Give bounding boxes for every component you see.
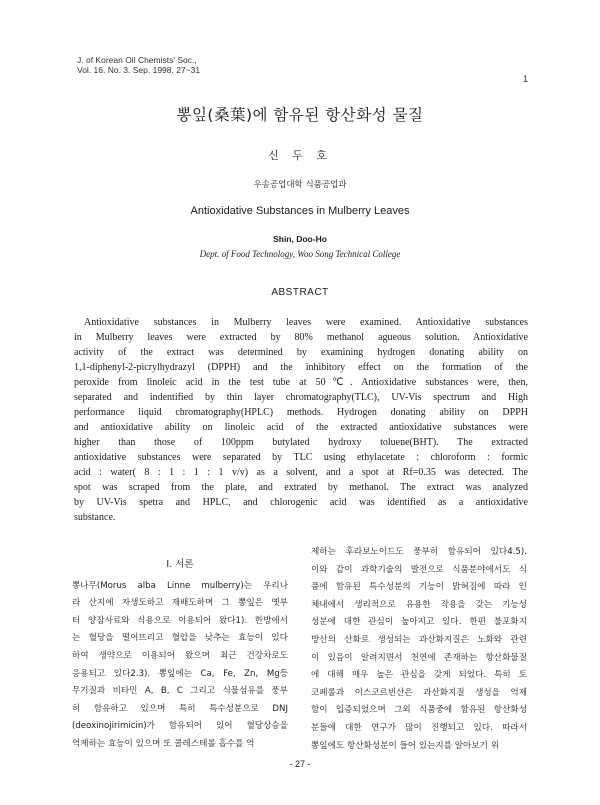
- body-line: 는 혈당을 떨어뜨리고 혈압을 낮추는 효능이 있다: [72, 633, 288, 644]
- abstract-line: performance liquid chromatography(HPLC) methods. Hydrogen donating ability on DPPH: [74, 407, 528, 418]
- abstract-line: separated and indentified by thin layer chromatography(TLC), UV-Vis spectrum and High: [74, 392, 528, 403]
- section-heading-introduction: Ⅰ. 서론: [166, 559, 194, 570]
- body-line: 라 산지에 자생도하고 재배도하며 그 뽕잎은 옛부: [72, 598, 288, 609]
- body-line: 이 있음이 알려지면서 천연에 존재하는 항산화물질: [311, 652, 527, 663]
- abstract-line: by UV-Vis spetra and HPLC, and chlorogenic acid was identified as a antioxidative: [74, 497, 528, 508]
- journal-line-2: Vol. 16. No. 3. Sep. 1998. 27~31: [77, 65, 201, 75]
- page-number-top: 1: [522, 74, 528, 84]
- body-line: 억제하는 효능이 있으며 또 콜레스테롤 흡수를 억: [72, 738, 255, 749]
- english-affiliation: Dept. of Food Technology, Woo Song Technical College: [199, 249, 401, 259]
- body-line: 뽕나무(Morus alba Linne mulberry)는 우리나: [72, 580, 288, 591]
- body-line: 히 함유하고 있으며 특히 특수성분으로 DNJ: [72, 703, 288, 714]
- english-author: Shin, Doo-Ho: [273, 234, 327, 244]
- abstract-line: higher than those of 100ppm butylated hydroxy toluene(BHT). The extracted: [74, 437, 528, 448]
- body-left-column: [72, 544, 288, 754]
- abstract-line: antioxidative substances were separated by TLC using ethylacetate : chloroform : formic: [74, 452, 528, 463]
- body-line: 터 양잠사료와 식용으로 이용되어 왔다1). 한방에서: [72, 615, 288, 626]
- journal-line-1: J. of Korean Oil Chemists' Soc.,: [77, 55, 197, 65]
- abstract-line: peroxide from linoleic acid in the test tube at 50℃. Antioxidative substances were, then,: [74, 377, 528, 388]
- body-line: 이와 같이 과학기술의 발전으로 식품분야에서도 식: [311, 564, 527, 575]
- body-line: 방산의 산화로 생성되는 과산화지질은 노화와 관련: [311, 634, 527, 645]
- abstract-body: [74, 315, 528, 525]
- journal-citation: [77, 55, 200, 75]
- body-line: 체내에서 생리적으로 유용한 작용을 갖는 기능성: [311, 599, 527, 610]
- abstract-line: spot was scraped from the plate, and extrated by methanol. The extract was analyzed: [74, 482, 528, 493]
- body-line: 함이 입증되었으며 그외 식품중에 함유된 항산화성: [311, 705, 527, 716]
- body-line: (deoxinojirimicin)가 함유되어 있어 혈당상승을: [72, 721, 288, 732]
- abstract-line: in Mulberry leaves were extracted by 80% methanol agueous solution. Antioxidative: [74, 332, 528, 343]
- korean-affiliation: 우송공업대학 식품공업과: [253, 180, 347, 190]
- korean-author: 신 두 호: [268, 149, 332, 162]
- abstract-line: substance.: [74, 512, 116, 523]
- body-line: 뽕잎에도 항산화성분이 들어 있는지를 알아보기 위: [311, 740, 499, 751]
- abstract-heading: ABSTRACT: [271, 287, 329, 298]
- abstract-line: and antioxidative ability on linoleic acid of the extracted antioxidative substances were: [74, 422, 528, 433]
- korean-title: 뽕잎(桑葉)에 함유된 항산화성 물질: [176, 106, 424, 124]
- body-line: 에 대해 매우 높은 관심을 갖게 되었다. 특히 토: [311, 670, 527, 681]
- body-line: 무기질과 비타민 A, B, C 그리고 식물섬유를 풍부: [72, 686, 288, 697]
- abstract-line: activity of the extract was determined by examining hydrogen donating ability on: [74, 347, 528, 358]
- body-line: 성분에 대한 관심이 높아지고 있다. 한편 불포화지: [311, 617, 527, 628]
- body-right-column: [311, 544, 527, 755]
- page-number-bottom: - 27 -: [289, 759, 311, 769]
- body-line: 코페롤과 이스코르빈산은 과산화지질 생성을 억제: [311, 687, 527, 698]
- body-line: 품에 함유된 특수성분의 기능이 밝혀짐에 따라 인: [311, 582, 527, 593]
- abstract-line: 1,1-diphenyl-2-picrylhydrazyl (DPPH) and the inhibitory effect on the formation of the: [74, 362, 528, 373]
- body-line: 하여 생약으로 이용되어 왔으며 최근 건강차로도: [72, 650, 288, 661]
- english-title: Antioxidative Substances in Mulberry Leaves: [190, 205, 410, 217]
- body-line: 제하는 후라보노이드도 풍부히 함유되어 있다4.5).: [311, 547, 527, 557]
- abstract-line: Antioxidative substances in Mulberry leaves were examined. Antioxidative substances: [84, 317, 528, 328]
- abstract-line: acid : water( 8 : 1 : 1 : 1 v/v) as a solvent, and a spot at Rf=0.35 was detected. The: [74, 467, 528, 478]
- body-line: 분들에 대한 연구가 많이 진행되고 있다. 따라서: [311, 722, 527, 733]
- body-line: 응용되고 있다2.3). 뽕잎에는 Ca, Fe, Zn, Mg등: [72, 668, 288, 679]
